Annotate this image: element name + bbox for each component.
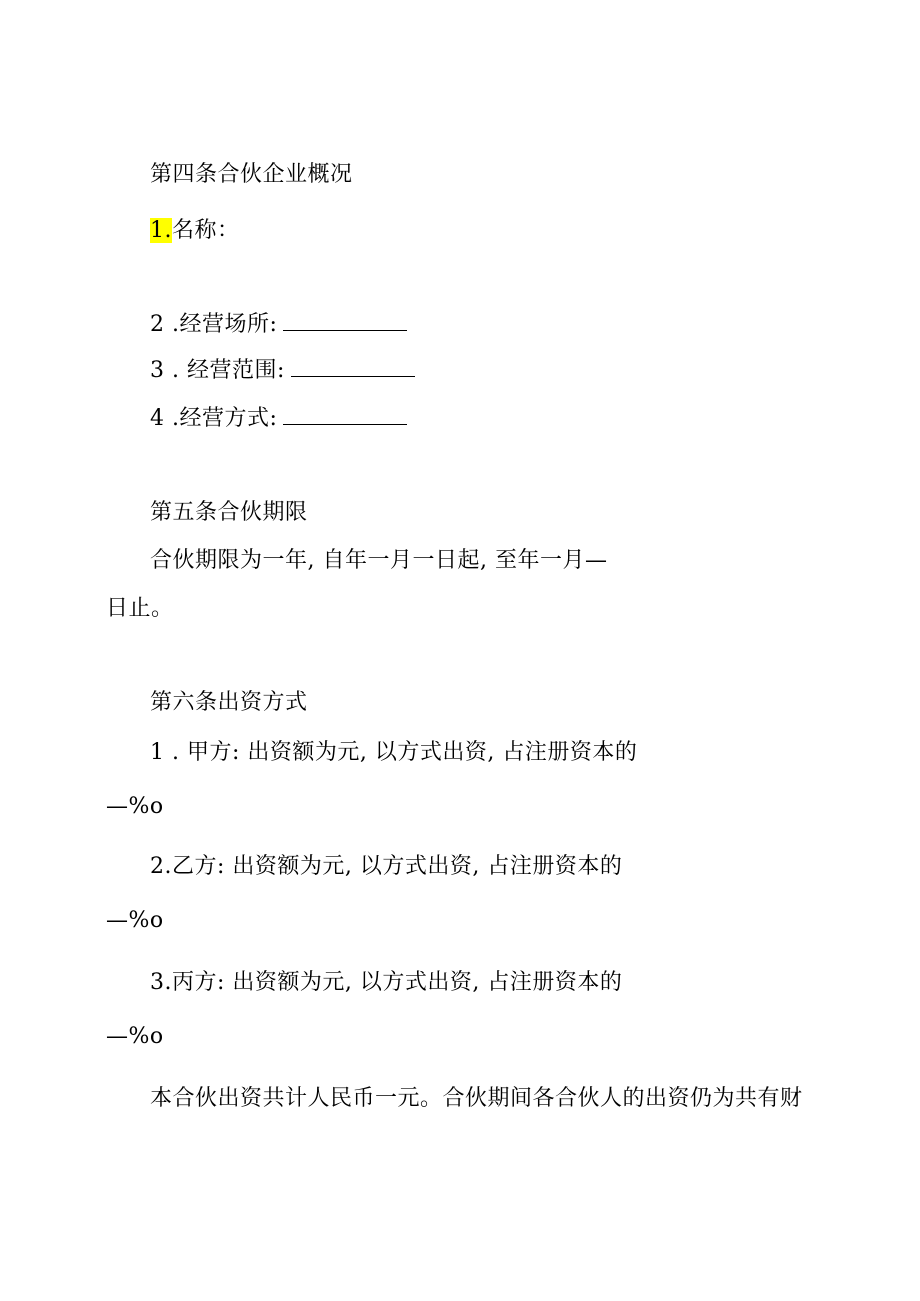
- article5-text-line2: 日止。: [106, 596, 174, 621]
- article4-item2: [150, 310, 407, 340]
- article6-title: 第六条出资方式: [150, 690, 308, 715]
- item2-number: 2: [150, 312, 165, 337]
- article4-item1: [150, 216, 240, 246]
- article5-text-line1: 合伙期限为一年, 自年一月一日起, 至年一月—: [150, 548, 608, 573]
- article6-total: 本合伙出资共计人民币一元。合伙期间各合伙人的出资仍为共有财: [150, 1086, 803, 1111]
- item4-blank-line: [283, 404, 407, 425]
- highlighted-item-number: 1.: [150, 218, 172, 243]
- item4-number: 4: [150, 406, 165, 431]
- item1-label: 名称：: [172, 218, 240, 243]
- article4-item4: [150, 404, 407, 434]
- article6-party3-percent: —%o: [106, 1024, 164, 1049]
- item2-label: .经营场所:: [172, 312, 278, 337]
- item3-number: 3: [150, 358, 165, 383]
- item3-label: . 经营范围:: [172, 358, 285, 383]
- article4-title: 第四条合伙企业概况: [150, 162, 353, 187]
- article6-party2-percent: —%o: [106, 908, 164, 933]
- item3-blank-line: [291, 356, 415, 377]
- item4-label: .经营方式:: [172, 406, 278, 431]
- article4-item3: [150, 356, 415, 386]
- item2-blank-line: [283, 310, 407, 331]
- article6-party1: 1 . 甲方: 出资额为元, 以方式出资, 占注册资本的: [150, 740, 638, 765]
- article5-title: 第五条合伙期限: [150, 500, 308, 525]
- article6-party2: 2.乙方: 出资额为元, 以方式出资, 占注册资本的: [150, 854, 623, 879]
- article6-party1-percent: —%o: [106, 794, 164, 819]
- article6-party3: 3.丙方: 出资额为元, 以方式出资, 占注册资本的: [150, 970, 623, 995]
